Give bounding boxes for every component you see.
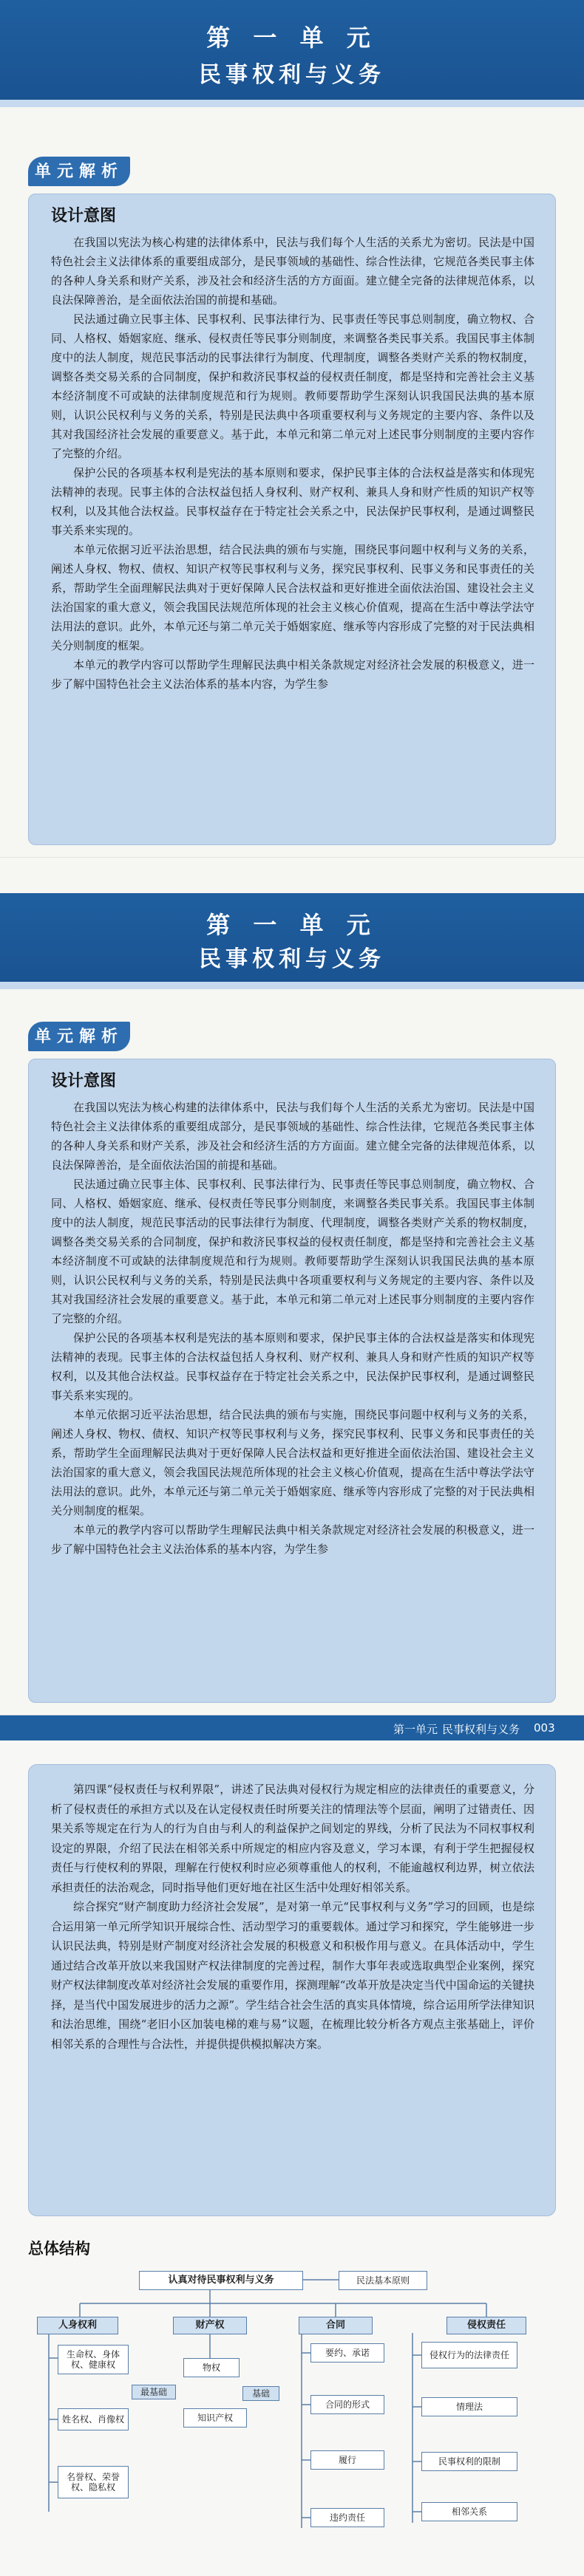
- tort-neighbor: 相邻关系: [421, 2502, 517, 2521]
- diagram-root: 认真对待民事权利与义务: [139, 2271, 303, 2290]
- basis-label: 最基础: [132, 2385, 176, 2399]
- lesson-panel: [28, 1764, 556, 2216]
- paragraph: 民法通过确立民事主体、民事权利、民事法律行为、民事责任等民事总则制度，确立物权、合同、人格权、婚姻家庭、继承、侵权责任等民事分则制度，来调整各类民事关系。我国民事主体制度中的法人制度，规范民事活动的民事法律行为制度、代理制度，调整各类财产关系的物权制度，调整各类交易关系的合同制度，保护和救济民事权益的侵权责任制度，都是坚持和完善社会主义基本经济制度不可或缺的法律制度规范和行为规则。教师要帮助学生深刻认识我国民法典的基本原则，认识公民权利与义务的关系，特别是民法典中各项重要权利与义务规定的主要内容、条件以及其对我国经济社会发展的重要意义。基于此，本单元和第二单元对上述民事分则制度的主要内容作了完整的介绍。: [51, 1178, 534, 1325]
- header-unit: 第一单元: [393, 1723, 438, 1736]
- analysis-panel: [28, 1059, 556, 1703]
- paragraph: 本单元依据习近平法治思想，结合民法典的颁布与实施，围绕民事问题中权利与义务的关系，阐述人身权、物权、债权、知识产权等民事权利与义务，探究民事权利、民事义务和民事责任的关系，帮助学生全面理解民法典对于更好保障人民合法权益和更好推进全面依法治国、建设社会主义法治国家的重大意义，领会我国民法规范所体现的社会主义核心价值观，提高在生活中尊法学法守法用法的意识。此外，本单元还与第二单元关于婚姻家庭、继承等内容形成了完整的对于民法典相关分则制度的框架。: [51, 1408, 534, 1517]
- paragraph: 本单元的教学内容可以帮助学生理解民法典中相关条款规定对经济社会发展的积极意义，进一步了解中国特色社会主义法治体系的基本内容，为学生参: [51, 1523, 534, 1556]
- category-personal-rights: 人身权利: [37, 2317, 118, 2334]
- tort-reason-law: 情理法: [421, 2397, 517, 2416]
- unit-title: 第 一 单 元: [206, 24, 378, 52]
- personal-right-life: 生命权、身体权、健康权: [58, 2345, 129, 2374]
- foundation-label: 基础: [242, 2386, 279, 2401]
- page-2: [0, 857, 584, 1715]
- personal-right-name: 姓名权、肖像权: [58, 2408, 129, 2430]
- header-title: 民事权利与义务: [442, 1723, 520, 1736]
- banner-strip: [0, 982, 584, 989]
- panel-heading: 设计意图: [51, 206, 117, 225]
- paragraph: 保护公民的各项基本权利是宪法的基本原则和要求，保护民事主体的合法权益是落实和体现宪法精神的表现。民事主体的合法权益包括人身权利、财产权利、兼具人身和财产性质的知识产权等权利，以及其他合法权益。民事权益存在于特定社会关系之中，民法保护民事权利，是通过调整民事关系来实现的。: [51, 1331, 534, 1402]
- tort-liability: 侵权行为的法律责任: [421, 2342, 517, 2368]
- panel-body: [51, 1780, 534, 2054]
- personal-right-reputation: 名誉权、荣誉权、隐私权: [58, 2466, 129, 2498]
- page-3: [0, 1715, 584, 2576]
- tort-limits: 民事权利的限制: [421, 2452, 517, 2471]
- structure-diagram: [28, 2268, 554, 2549]
- contract-form: 合同的形式: [310, 2395, 384, 2414]
- category-property: 财产权: [173, 2317, 247, 2334]
- property-intellectual: 知识产权: [183, 2408, 247, 2428]
- panel-heading: 设计意图: [51, 1071, 117, 1090]
- section-heading: 总体结构: [28, 2239, 90, 2258]
- paragraph: 在我国以宪法为核心构建的法律体系中，民法与我们每个人生活的关系尤为密切。民法是中国特色社会主义法律体系的重要组成部分，是民事领域的基础性、综合性法律，它规范各类民事主体的各种人身关系和财产关系，涉及社会和经济生活的方方面面。建立健全完备的法律规范体系，以良法保障善治，是全面依法治国的前提和基础。: [51, 236, 534, 307]
- diagram-principle: 民法基本原则: [339, 2271, 427, 2290]
- running-header: [0, 1715, 584, 1740]
- category-tort: 侵权责任: [447, 2317, 526, 2334]
- contract-performance: 履行: [310, 2450, 384, 2470]
- contract-breach: 违约责任: [310, 2508, 384, 2527]
- paragraph: 本单元依据习近平法治思想，结合民法典的颁布与实施，围绕民事问题中权利与义务的关系，阐述人身权、物权、债权、知识产权等民事权利与义务，探究民事权利、民事义务和民事责任的关系，帮助学生全面理解民法典对于更好保障人民合法权益和更好推进全面依法治国、建设社会主义法治国家的重大意义，领会我国民法规范所体现的社会主义核心价值观，提高在生活中尊法学法守法用法的意识。此外，本单元还与第二单元关于婚姻家庭、继承等内容形成了完整的对于民法典相关分则制度的框架。: [51, 543, 534, 652]
- paragraph: 保护公民的各项基本权利是宪法的基本原则和要求，保护民事主体的合法权益是落实和体现宪法精神的表现。民事主体的合法权益包括人身权利、财产权利、兼具人身和财产性质的知识产权等权利，以及其他合法权益。民事权益存在于特定社会关系之中，民法保护民事权利，是通过调整民事关系来实现的。: [51, 466, 534, 537]
- panel-body: [51, 233, 534, 694]
- page-number: 003: [534, 1721, 555, 1735]
- analysis-panel: [28, 194, 556, 845]
- property-real-right: 物权: [183, 2358, 240, 2377]
- banner-strip: [0, 100, 584, 107]
- contract-offer: 要约、承诺: [310, 2343, 384, 2363]
- paragraph: 本单元的教学内容可以帮助学生理解民法典中相关条款规定对经济社会发展的积极意义，进一步了解中国特色社会主义法治体系的基本内容，为学生参: [51, 658, 534, 691]
- unit-title: 第 一 单 元: [206, 911, 378, 939]
- page-1: [0, 0, 584, 857]
- paragraph: 民法通过确立民事主体、民事权利、民事法律行为、民事责任等民事总则制度，确立物权、合同、人格权、婚姻家庭、继承、侵权责任等民事分则制度，来调整各类民事关系。我国民事主体制度中的法人制度，规范民事活动的民事法律行为制度、代理制度，调整各类财产关系的物权制度，调整各类交易关系的合同制度，保护和救济民事权益的侵权责任制度，都是坚持和完善社会主义基本经济制度不可或缺的法律制度规范和行为规则。教师要帮助学生深刻认识我国民法典的基本原则，认识公民权利与义务的关系，特别是民法典中各项重要权利与义务规定的主要内容、条件以及其对我国经济社会发展的重要意义。基于此，本单元和第二单元对上述民事分则制度的主要内容作了完整的介绍。: [51, 312, 534, 460]
- category-contract: 合同: [299, 2317, 373, 2334]
- section-tag: 单元解析: [28, 1022, 130, 1051]
- unit-subtitle: 民事权利与义务: [199, 946, 385, 972]
- paragraph: 综合探究“财产制度助力经济社会发展”，是对第一单元“民事权利与义务”学习的回顾，也是综合运用第一单元所学知识开展综合性、活动型学习的重要载体。通过学习和探究，学生能够进一步认识民法典，特别是财产制度对经济社会发展的积极意义和积极作用与意义。在具体活动中，学生通过结合改革开放以来我国财产权法律制度的完善过程，制作大事年表或选取典型企业案例，探究财产权法律制度改革对经济社会发展的重要作用，探测理解“改革开放是决定当代中国命运的关键抉择，是当代中国发展进步的活力之源”。学生结合社会生活的真实具体情境，综合运用所学法律知识和法治思维，围绕“老旧小区加装电梯的难与易”议题，在梳理比较分析各方观点主张基础上，评价相邻关系的合理性与合法性，并提供提供模拟解决方案。: [51, 1900, 534, 2051]
- unit-subtitle: 民事权利与义务: [199, 62, 385, 88]
- paragraph: 在我国以宪法为核心构建的法律体系中，民法与我们每个人生活的关系尤为密切。民法是中国特色社会主义法律体系的重要组成部分，是民事领域的基础性、综合性法律，它规范各类民事主体的各种人身关系和财产关系，涉及社会和经济生活的方方面面。建立健全完备的法律规范体系，以良法保障善治，是全面依法治国的前提和基础。: [51, 1101, 534, 1172]
- unit-banner: [0, 0, 584, 107]
- paragraph: 第四课“侵权责任与权利界限”，讲述了民法典对侵权行为规定相应的法律责任的重要意义，分析了侵权责任的承担方式以及在认定侵权责任时所要关注的情理法等个层面，阐明了过错责任、因果关系等规定在行为人的行为自由与利人的利益保护之间划定的界线，分析了民法为不同权事权利设定的界限，介绍了民法在相邻关系中所规定的相应内容及意义，学习本课，有利于学生把握侵权责任与行使权利的界限，理解在行使权利时应必须尊重他人的权利，不能逾越权利边界，树立依法承担责任的法治观念，同时指导他们更好地在社区生活中处理好相邻关系。: [51, 1783, 534, 1894]
- panel-body: [51, 1098, 534, 1559]
- section-tag: 单元解析: [28, 157, 130, 186]
